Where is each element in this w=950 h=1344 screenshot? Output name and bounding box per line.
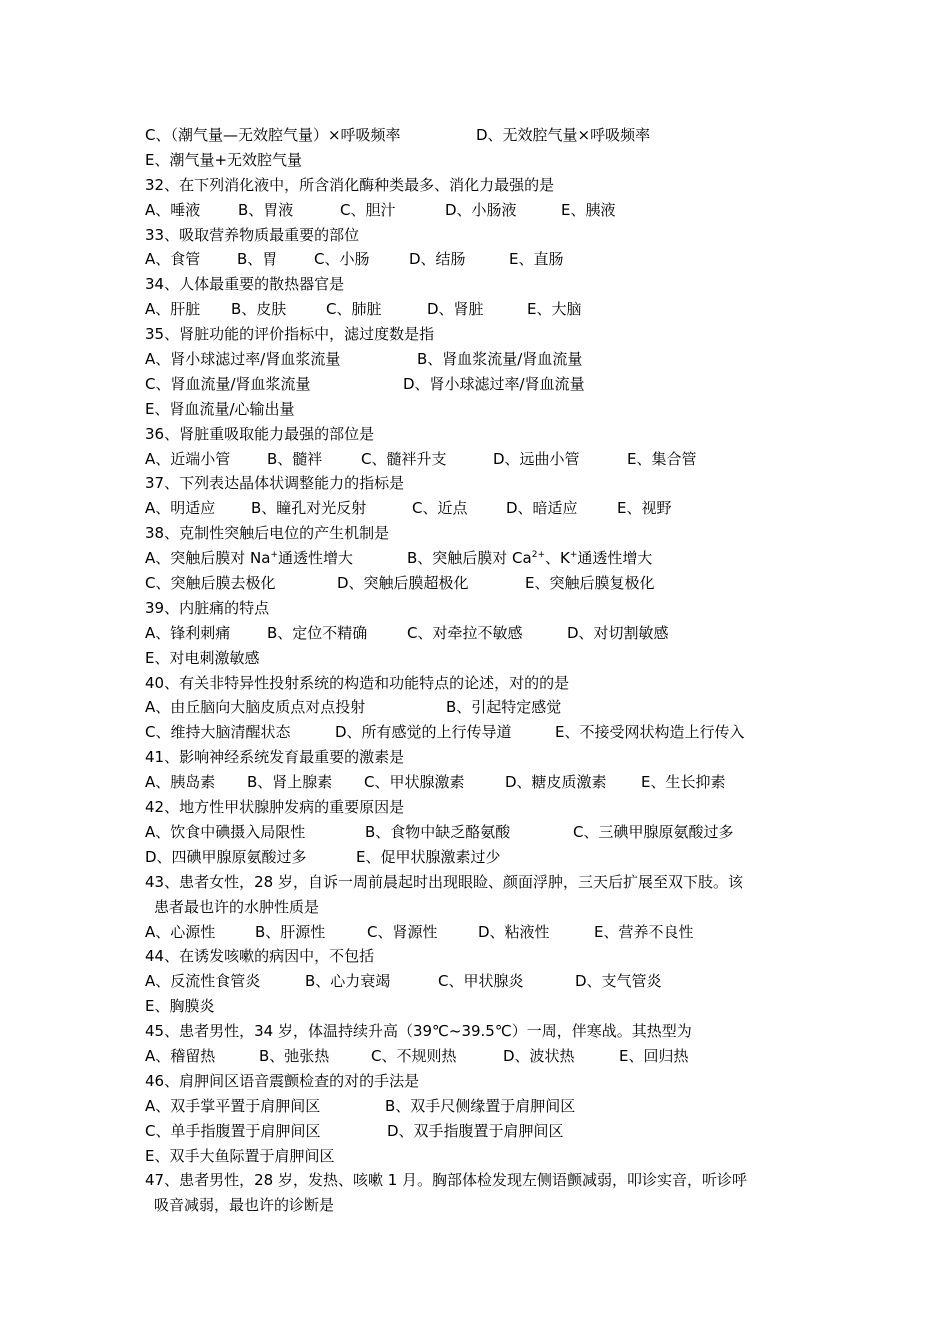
option-d: D、无效腔气量×呼吸频率 <box>476 126 651 144</box>
option-d: D、糖皮质激素 <box>505 773 607 792</box>
option-line <box>145 347 825 372</box>
option-e: E、双手大鱼际置于肩胛间区 <box>145 1146 335 1165</box>
option-c: C、维持大脑清醒状态 <box>145 723 291 742</box>
option-a: A、明适应 <box>145 499 216 518</box>
question-text: 38、克制性突触后电位的产生机制是 <box>145 524 390 543</box>
option-line <box>145 695 825 720</box>
option-line <box>145 123 825 148</box>
option-line <box>145 1144 825 1169</box>
option-e: E、视野 <box>617 499 672 518</box>
option-b: B、瞳孔对光反射 <box>251 499 367 518</box>
option-d: D、波状热 <box>503 1046 575 1065</box>
option-a: A、由丘脑向大脑皮质点对点投射 <box>145 698 366 717</box>
option-d: D、远曲小管 <box>493 449 580 468</box>
option-line <box>145 920 825 945</box>
question-text: 45、患者男性，34 岁，体温持续升高（39℃~39.5℃）一周，伴寒战。其热型为 <box>145 1022 692 1041</box>
question-32 <box>145 173 825 198</box>
option-d: D、双手指腹置于肩胛间区 <box>387 1121 564 1140</box>
question-text: 33、吸取营养物质最重要的部位 <box>145 225 360 244</box>
option-d: D、突触后膜超极化 <box>337 574 469 593</box>
option-a-text: A、突触后膜对 Na <box>145 549 271 568</box>
option-a: A、双手掌平置于肩胛间区 <box>145 1096 321 1115</box>
question-text: 患者最也许的水肿性质是 <box>154 897 320 916</box>
option-line <box>145 546 825 571</box>
question-text: 36、肾脏重吸取能力最强的部位是 <box>145 424 375 443</box>
option-e: E、大脑 <box>527 300 582 319</box>
option-b: B、肾血浆流量/肾血流量 <box>417 350 583 369</box>
option-line <box>145 571 825 596</box>
option-d: D、肾小球滤过率/肾血流量 <box>403 374 585 393</box>
option-line <box>145 994 825 1019</box>
option-c: C、单手指腹置于肩胛间区 <box>145 1121 321 1140</box>
option-e: E、突触后膜复极化 <box>525 574 655 593</box>
question-38 <box>145 521 825 546</box>
option-c: C、肾血流量/肾血浆流量 <box>145 374 311 393</box>
option-a: A、稽留热 <box>145 1046 216 1065</box>
option-line <box>145 1094 825 1119</box>
question-text: 41、影响神经系统发育最重要的激素是 <box>145 748 405 767</box>
question-39 <box>145 596 825 621</box>
option-a: A、食管 <box>145 250 201 269</box>
calcium-charge: 2+ <box>531 550 546 561</box>
option-c: C、小肠 <box>314 250 370 269</box>
option-a: A、唾液 <box>145 200 201 219</box>
option-a <box>145 546 353 571</box>
option-d: D、所有感觉的上行传导道 <box>335 723 512 742</box>
option-e: E、肾血流量/心输出量 <box>145 399 295 418</box>
option-b: B、引起特定感觉 <box>446 698 562 717</box>
question-44 <box>145 944 825 969</box>
document-page <box>145 123 825 1218</box>
option-a: A、锋利刺痛 <box>145 623 231 642</box>
option-e: E、促甲状腺激素过少 <box>356 847 501 866</box>
option-b: B、肝源性 <box>255 922 326 941</box>
option-e: E、潮气量+无效腔气量 <box>145 150 303 169</box>
option-d: D、支气管炎 <box>575 972 662 991</box>
question-text: 吸音减弱，最也许的诊断是 <box>154 1196 335 1215</box>
option-c: C、（潮气量—无效腔气量）×呼吸频率 <box>145 126 401 144</box>
option-d: D、对切割敏感 <box>567 623 669 642</box>
option-b: B、胃液 <box>238 200 294 219</box>
option-line <box>145 198 825 223</box>
option-e: E、集合管 <box>627 449 697 468</box>
option-b: B、双手尺侧缘置于肩胛间区 <box>385 1096 576 1115</box>
potassium-charge: + <box>569 550 578 561</box>
question-47-continued <box>145 1193 825 1218</box>
question-text: 39、内脏痛的特点 <box>145 598 270 617</box>
option-c: C、髓袢升支 <box>361 449 447 468</box>
option-c: C、三碘甲腺原氨酸过多 <box>573 822 734 841</box>
option-d: D、结肠 <box>409 250 466 269</box>
option-line <box>145 621 825 646</box>
option-line <box>145 372 825 397</box>
option-a: A、近端小管 <box>145 449 231 468</box>
question-text: 47、患者男性，28 岁，发热、咳嗽 1 月。胸部体检发现左侧语颤减弱，叩诊实音，听诊呼 <box>145 1171 748 1190</box>
option-b: B、肾上腺素 <box>247 773 333 792</box>
option-a: A、反流性食管炎 <box>145 972 261 991</box>
option-e: E、不接受网状构造上行传入 <box>555 723 745 742</box>
option-e: E、营养不良性 <box>594 922 694 941</box>
option-a: A、胰岛素 <box>145 773 216 792</box>
question-47 <box>145 1168 825 1193</box>
option-b-mid: 、K <box>545 549 570 568</box>
option-a-tail: 通透性增大 <box>278 549 354 568</box>
option-c: C、胆汁 <box>340 200 396 219</box>
option-line <box>145 496 825 521</box>
question-text: 37、下列表达晶体状调整能力的指标是 <box>145 474 405 493</box>
question-text: 43、患者女性，28 岁，自诉一周前晨起时出现眼睑、颜面浮肿，三天后扩展至双下肢。该 <box>145 872 743 891</box>
option-e: E、胸膜炎 <box>145 997 215 1016</box>
question-46 <box>145 1069 825 1094</box>
option-e: E、直肠 <box>509 250 564 269</box>
option-c: C、突触后膜去极化 <box>145 574 276 593</box>
option-c: C、对牵拉不敏感 <box>407 623 523 642</box>
option-line <box>145 148 825 173</box>
option-line <box>145 720 825 745</box>
option-b: B、食物中缺乏酪氨酸 <box>365 822 511 841</box>
option-c: C、甲状腺激素 <box>364 773 465 792</box>
option-line <box>145 845 825 870</box>
question-37 <box>145 471 825 496</box>
option-line <box>145 820 825 845</box>
question-34 <box>145 272 825 297</box>
sodium-charge: + <box>270 550 278 561</box>
option-c: C、不规则热 <box>371 1046 457 1065</box>
option-line <box>145 297 825 322</box>
option-line <box>145 447 825 472</box>
option-e: E、对电刺激敏感 <box>145 648 260 667</box>
question-41 <box>145 745 825 770</box>
option-line <box>145 770 825 795</box>
question-43 <box>145 870 825 895</box>
question-42 <box>145 795 825 820</box>
option-b: B、定位不精确 <box>267 623 368 642</box>
question-33 <box>145 223 825 248</box>
option-b: B、心力衰竭 <box>305 972 391 991</box>
question-36 <box>145 422 825 447</box>
option-b-tail: 通透性增大 <box>577 549 653 568</box>
option-a: A、饮食中碘摄入局限性 <box>145 822 306 841</box>
question-35 <box>145 322 825 347</box>
option-a: A、肾小球滤过率/肾血浆流量 <box>145 350 341 369</box>
option-b-text: B、突触后膜对 Ca <box>407 549 532 568</box>
question-text: 35、肾脏功能的评价指标中，滤过度数是指 <box>145 325 435 344</box>
question-43-continued <box>145 895 825 920</box>
option-b: B、髓袢 <box>267 449 323 468</box>
question-text: 40、有关非特异性投射系统的构造和功能特点的论述，对的的是 <box>145 673 570 692</box>
option-line <box>145 1119 825 1144</box>
option-c: C、甲状腺炎 <box>438 972 524 991</box>
question-40 <box>145 671 825 696</box>
option-line <box>145 646 825 671</box>
option-a: A、心源性 <box>145 922 216 941</box>
option-line <box>145 397 825 422</box>
option-b: B、胃 <box>237 250 278 269</box>
option-e: E、胰液 <box>561 200 616 219</box>
option-c: C、肾源性 <box>367 922 438 941</box>
option-b <box>407 546 652 571</box>
option-a: A、肝脏 <box>145 300 201 319</box>
option-d: D、小肠液 <box>445 200 517 219</box>
question-text: 46、肩胛间区语音震颤检查的对的手法是 <box>145 1071 420 1090</box>
question-text: 44、在诱发咳嗽的病因中，不包括 <box>145 947 375 966</box>
option-e: E、生长抑素 <box>641 773 726 792</box>
option-line <box>145 247 825 272</box>
option-d: D、粘液性 <box>478 922 550 941</box>
option-line <box>145 1044 825 1069</box>
option-c: C、近点 <box>412 499 468 518</box>
question-text: 42、地方性甲状腺肿发病的重要原因是 <box>145 798 405 817</box>
option-d: D、肾脏 <box>427 300 484 319</box>
option-c: C、肺脏 <box>326 300 382 319</box>
option-e: E、回归热 <box>619 1046 689 1065</box>
question-text: 32、在下列消化液中，所含消化酶种类最多、消化力最强的是 <box>145 175 555 194</box>
question-text: 34、人体最重要的散热器官是 <box>145 275 345 294</box>
option-d: D、四碘甲腺原氨酸过多 <box>145 847 307 866</box>
option-b: B、皮肤 <box>231 300 287 319</box>
option-d: D、暗适应 <box>506 499 578 518</box>
question-45 <box>145 1019 825 1044</box>
option-b: B、弛张热 <box>259 1046 330 1065</box>
option-line <box>145 969 825 994</box>
